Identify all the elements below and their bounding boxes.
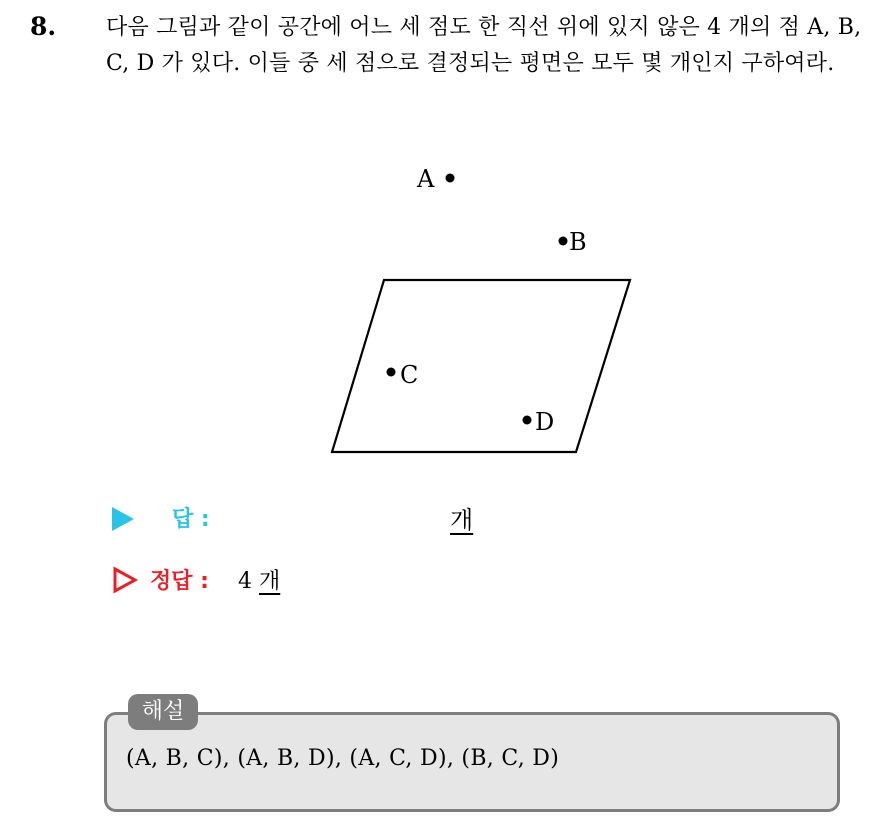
point-a-label: A: [417, 165, 435, 193]
outline-arrow-icon: [112, 566, 138, 594]
correct-answer-value: [238, 564, 280, 595]
question-text: 다음 그림과 같이 공간에 어느 세 점도 한 직선 위에 있지 않은 4 개의 점 A, B, C, D 가 있다. 이들 중 세 점으로 결정되는 평면은 모두 몇 개인지 구하여라.: [106, 15, 862, 76]
plane-parallelogram: [332, 280, 630, 452]
answer-label: 답 :: [172, 507, 210, 532]
point-b-label: B: [569, 228, 587, 256]
point-c-label: C: [400, 361, 419, 389]
correct-answer-number: 4: [238, 569, 252, 594]
point-b-dot: [559, 237, 568, 246]
point-a-dot: [446, 174, 455, 183]
correct-answer-unit: 개: [259, 569, 281, 594]
correct-answer-label: 정답 :: [150, 569, 209, 594]
point-d-dot: [523, 416, 532, 425]
answer-row: [112, 500, 712, 540]
explanation-title: 해설: [128, 694, 198, 730]
point-c-dot: [387, 368, 396, 377]
answer-unit-blank[interactable]: 개: [450, 506, 474, 534]
explanation-text: (A, B, C), (A, B, D), (A, C, D), (B, C, D): [126, 746, 560, 771]
play-arrow-icon: [112, 507, 134, 531]
question-number: 8.: [30, 12, 57, 41]
point-d-label: D: [535, 408, 555, 436]
correct-answer-row: [112, 562, 712, 602]
